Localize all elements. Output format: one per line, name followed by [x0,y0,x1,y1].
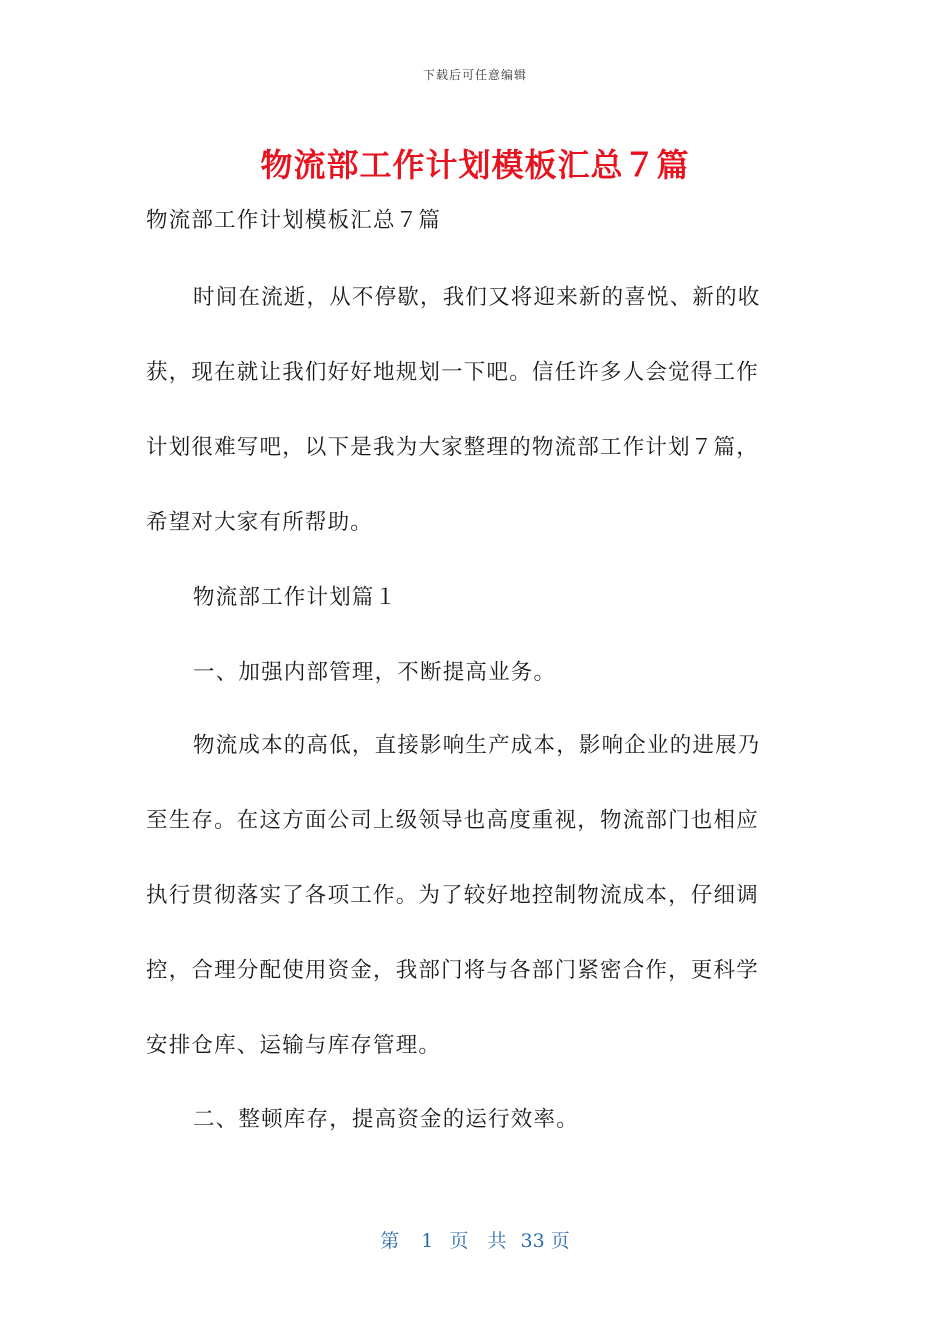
body-line: 执行贯彻落实了各项工作。为了较好地控制物流成本，仔细调 [146,883,759,908]
body-line: 安排仓库、运输与库存管理。 [146,1033,442,1058]
footer-page-number: 1 [421,1230,434,1252]
body-line: 至生存。在这方面公司上级领导也高度重视，物流部门也相应 [146,808,759,833]
body-line: 计划很难写吧，以下是我为大家整理的物流部工作计划７篇， [146,435,759,460]
footer-suffix: 页 [550,1230,570,1252]
body-line: 时间在流逝，从不停歇，我们又将迎来新的喜悦、新的收 [193,285,761,310]
body-line: 希望对大家有所帮助。 [146,510,374,535]
body-line: 获，现在就让我们好好地规划一下吧。信任许多人会觉得工作 [146,360,759,385]
page-footer [0,1226,950,1253]
body-line: 二、整顿库存，提高资金的运行效率。 [193,1107,579,1132]
document-title: 物流部工作计划模板汇总７篇 [260,146,690,184]
body-line: 物流成本的高低，直接影响生产成本，影响企业的进展乃 [193,733,761,758]
footer-prefix: 第 [380,1230,400,1252]
body-line: 控，合理分配使用资金，我部门将与各部门紧密合作，更科学 [146,958,759,983]
header-note: 下载后可任意编辑 [422,68,527,82]
body-line: 物流部工作计划篇１ [193,585,398,610]
body-line: 一、加强内部管理，不断提高业务。 [193,660,557,685]
footer-mid: 页 共 [449,1230,507,1252]
body-line: 物流部工作计划模板汇总７篇 [146,208,442,233]
footer-total-pages: 33 [520,1230,545,1252]
